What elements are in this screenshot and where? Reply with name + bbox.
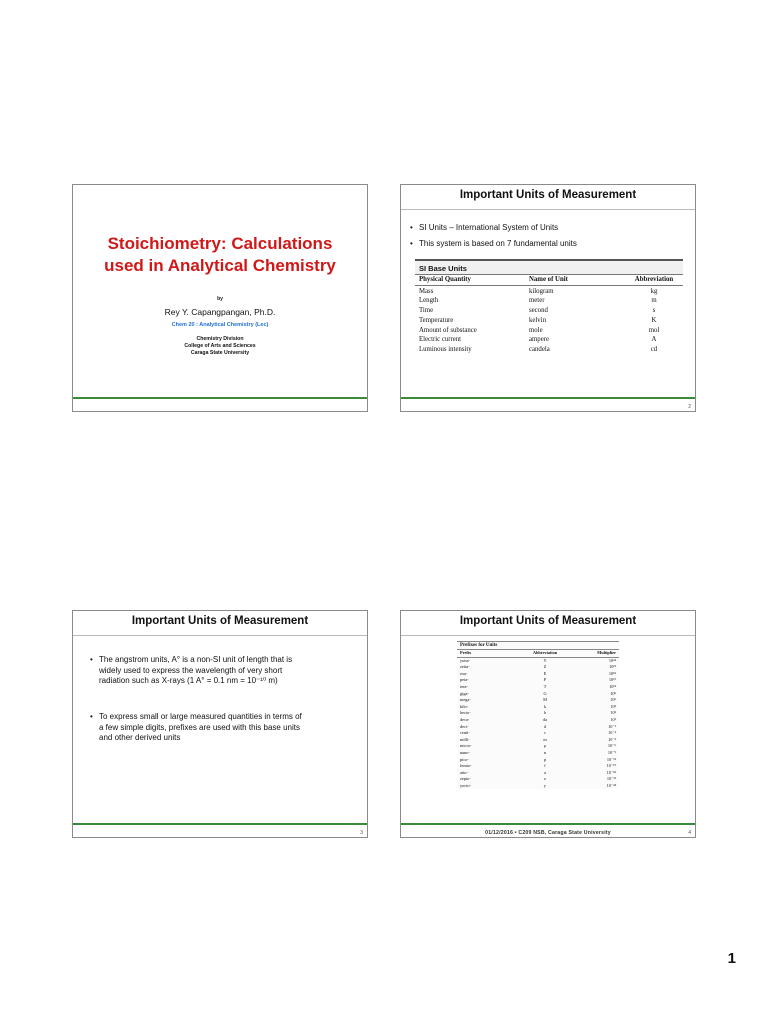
bullet-line: To express small or large measured quantities in terms of bbox=[99, 712, 302, 721]
table-row bbox=[415, 287, 683, 297]
table-cell: Z bbox=[543, 664, 547, 670]
table-cell: kelvin bbox=[529, 316, 546, 324]
header-cell: Abbreviation bbox=[532, 650, 558, 655]
slide-bottom-rule bbox=[401, 823, 695, 825]
table-cell: cd bbox=[650, 345, 658, 353]
page-number: 1 bbox=[727, 950, 736, 967]
slide-footer: 01/12/2016 • C209 NSB, Caraga State University bbox=[485, 830, 611, 836]
table-row bbox=[457, 697, 619, 704]
table-cell: 10⁻¹² bbox=[606, 756, 616, 762]
bullet-si-units bbox=[410, 223, 559, 234]
bullet-dot: • bbox=[410, 223, 413, 232]
title-line-1: Stoichiometry: Calculations bbox=[107, 234, 333, 253]
slide-4-prefixes bbox=[400, 610, 696, 838]
table-cell: 10⁻¹ bbox=[608, 723, 616, 729]
slide-title: Important Units of Measurement bbox=[459, 615, 637, 627]
table-row bbox=[457, 783, 619, 790]
table-cell: peta- bbox=[460, 677, 469, 683]
slide-bottom-rule bbox=[73, 397, 367, 399]
table-cell: K bbox=[651, 316, 657, 324]
table-cell: n bbox=[543, 749, 547, 755]
by-label: by bbox=[217, 296, 223, 302]
table-cell: micro- bbox=[460, 743, 472, 749]
slide-bottom-rule bbox=[401, 397, 695, 399]
bullet-line: and other derived units bbox=[99, 733, 181, 742]
table-cell: yotta- bbox=[460, 657, 471, 663]
table-row bbox=[457, 710, 619, 717]
bullet-line: widely used to express the wavelength of very short bbox=[99, 665, 283, 675]
table-cell: 10⁻² bbox=[608, 730, 616, 736]
table-cell: Amount of substance bbox=[419, 326, 477, 334]
table-body bbox=[415, 287, 683, 355]
table-cell: nano- bbox=[460, 749, 470, 755]
table-cell: d bbox=[543, 723, 547, 729]
table-cell: 10²¹ bbox=[609, 664, 616, 670]
table-cell: exa- bbox=[460, 670, 468, 676]
course-name: Chem 20 : Analytical Chemistry (Lec) bbox=[171, 322, 269, 328]
presentation-title bbox=[73, 233, 367, 277]
table-cell: 10¹² bbox=[609, 683, 616, 689]
table-cell: 10⁻³ bbox=[608, 736, 616, 742]
table-row bbox=[415, 326, 683, 336]
table-cell: candela bbox=[529, 345, 550, 353]
title-line-2: used in Analytical Chemistry bbox=[104, 256, 336, 275]
table-cell: Y bbox=[543, 657, 547, 663]
table-cell: second bbox=[529, 307, 548, 315]
table-cell: 10⁻⁹ bbox=[607, 749, 616, 755]
header-cell: Multiplier bbox=[597, 650, 616, 655]
table-cell: Luminous intensity bbox=[419, 345, 472, 353]
table-cell: h bbox=[543, 710, 547, 716]
table-cell: zepto- bbox=[460, 776, 471, 782]
table-row bbox=[457, 750, 619, 757]
bullet-line: The angstrom units, A° is a non-SI unit of length that is bbox=[99, 655, 293, 664]
table-cell: Mass bbox=[419, 287, 434, 295]
table-row bbox=[457, 770, 619, 777]
table-cell: f bbox=[544, 763, 546, 769]
slide-1-title bbox=[72, 184, 368, 412]
table-cell: A bbox=[651, 336, 657, 344]
header-cell: Name of Unit bbox=[529, 276, 568, 283]
table-cell: P bbox=[543, 677, 547, 683]
table-cell: Length bbox=[419, 297, 439, 305]
table-cell: 10⁻²¹ bbox=[606, 776, 616, 782]
table-cell: 10¹ bbox=[610, 716, 616, 722]
table-row bbox=[457, 757, 619, 764]
table-cell: Temperature bbox=[419, 316, 454, 324]
table-cell: mole bbox=[529, 326, 543, 334]
affiliation-line-2: College of Arts and Sciences bbox=[184, 343, 256, 349]
table-cell: deca- bbox=[460, 716, 470, 722]
slide-number: 3 bbox=[360, 830, 363, 836]
table-cell: deci- bbox=[460, 723, 469, 729]
table-cell: M bbox=[543, 697, 547, 703]
table-row bbox=[457, 664, 619, 671]
table-cell: T bbox=[543, 683, 547, 689]
table-header-row bbox=[457, 649, 619, 658]
table-cell: 10⁻²⁴ bbox=[606, 782, 616, 788]
slide-bottom-rule bbox=[73, 823, 367, 825]
table-cell: tera- bbox=[460, 683, 468, 689]
table-cell: mega- bbox=[460, 697, 471, 703]
table-cell: 10⁻¹⁵ bbox=[606, 763, 616, 769]
table-cell: Electric current bbox=[419, 336, 462, 344]
table-cell: c bbox=[544, 730, 546, 736]
table-cell: 10⁶ bbox=[610, 697, 616, 703]
table-cell: yocto- bbox=[460, 782, 471, 788]
table-row bbox=[457, 691, 619, 698]
table-row bbox=[457, 704, 619, 711]
table-cell: 10¹⁸ bbox=[608, 670, 616, 676]
slide-title: Important Units of Measurement bbox=[131, 615, 309, 627]
table-cell: kg bbox=[650, 287, 658, 295]
slide-2-si-units bbox=[400, 184, 696, 412]
table-row bbox=[415, 335, 683, 345]
table-cell: 10⁻⁶ bbox=[607, 743, 616, 749]
header-cell: Physical Quantity bbox=[419, 276, 471, 283]
table-cell: G bbox=[543, 690, 547, 696]
table-cell: y bbox=[543, 782, 547, 788]
table-cell: p bbox=[543, 756, 547, 762]
header-cell: Abbreviation bbox=[634, 276, 674, 283]
table-cell: mol bbox=[648, 326, 660, 334]
header-cell: Prefix bbox=[460, 650, 472, 655]
table-row bbox=[457, 730, 619, 737]
table-cell: m bbox=[543, 736, 547, 742]
table-cell: μ bbox=[543, 743, 547, 749]
table-cell: femto- bbox=[460, 763, 472, 769]
table-row bbox=[457, 743, 619, 750]
bullet-dot: • bbox=[410, 239, 413, 248]
table-header-row bbox=[415, 274, 683, 286]
author-name: Rey Y. Capangpangan, Ph.D. bbox=[164, 307, 276, 317]
si-base-units-table bbox=[415, 259, 683, 355]
table-body bbox=[457, 658, 619, 790]
table-cell: 10⁹ bbox=[610, 690, 616, 696]
table-row bbox=[415, 345, 683, 355]
table-title: Prefixes for Units bbox=[460, 643, 498, 648]
bullet-angstrom bbox=[90, 655, 293, 687]
table-cell: da bbox=[542, 716, 548, 722]
slide-number: 2 bbox=[688, 404, 691, 410]
table-row bbox=[457, 684, 619, 691]
table-cell: atto- bbox=[460, 769, 468, 775]
table-row bbox=[415, 306, 683, 316]
table-row bbox=[457, 763, 619, 770]
table-cell: m bbox=[651, 297, 657, 305]
bullet-prefixes bbox=[90, 712, 302, 744]
affiliation-line-3: Caraga State University bbox=[190, 350, 250, 356]
table-row bbox=[415, 296, 683, 306]
slide-3-angstrom bbox=[72, 610, 368, 838]
table-row bbox=[457, 724, 619, 731]
table-cell: meter bbox=[529, 297, 545, 305]
table-cell: 10²⁴ bbox=[608, 657, 616, 663]
table-cell: 10³ bbox=[610, 703, 616, 709]
bullet-line: radiation such as X-rays (1 A° = 0.1 nm = 10⁻¹⁰ m) bbox=[99, 676, 278, 685]
table-cell: k bbox=[543, 703, 547, 709]
table-cell: ampere bbox=[529, 336, 549, 344]
bullet-dot: • bbox=[90, 712, 93, 721]
prefixes-table bbox=[457, 641, 619, 789]
bullet-line: a few simple digits, prefixes are used with this base units bbox=[99, 722, 300, 732]
table-cell: E bbox=[543, 670, 547, 676]
table-cell: a bbox=[544, 769, 546, 775]
table-row bbox=[457, 671, 619, 678]
bullet-text: This system is based on 7 fundamental units bbox=[419, 239, 577, 248]
slide-title: Important Units of Measurement bbox=[459, 189, 637, 201]
table-cell: 10² bbox=[610, 710, 616, 716]
table-cell: giga- bbox=[460, 690, 469, 696]
table-cell: 10¹⁵ bbox=[608, 677, 616, 683]
table-cell: s bbox=[652, 307, 656, 315]
table-cell: zetta- bbox=[460, 664, 470, 670]
table-row bbox=[457, 677, 619, 684]
table-row bbox=[457, 658, 619, 665]
affiliation-line-1: Chemistry Division bbox=[196, 336, 244, 342]
table-title: SI Base Units bbox=[415, 261, 683, 274]
table-cell: pico- bbox=[460, 756, 469, 762]
table-row bbox=[457, 717, 619, 724]
slide-number: 4 bbox=[688, 830, 691, 836]
affiliation bbox=[73, 336, 367, 357]
bullet-seven-units bbox=[410, 239, 577, 250]
table-cell: 10⁻¹⁸ bbox=[606, 769, 616, 775]
bullet-dot: • bbox=[90, 655, 93, 664]
table-cell: hecto- bbox=[460, 710, 471, 716]
table-row bbox=[415, 316, 683, 326]
table-cell: milli- bbox=[460, 736, 470, 742]
table-cell: z bbox=[544, 776, 546, 782]
table-cell: kilo- bbox=[460, 703, 469, 709]
table-cell: Time bbox=[419, 307, 434, 315]
table-row bbox=[457, 737, 619, 744]
table-cell: kilogram bbox=[529, 287, 554, 295]
bullet-text: SI Units – International System of Units bbox=[419, 223, 559, 232]
table-cell: centi- bbox=[460, 730, 470, 736]
table-row bbox=[457, 776, 619, 783]
